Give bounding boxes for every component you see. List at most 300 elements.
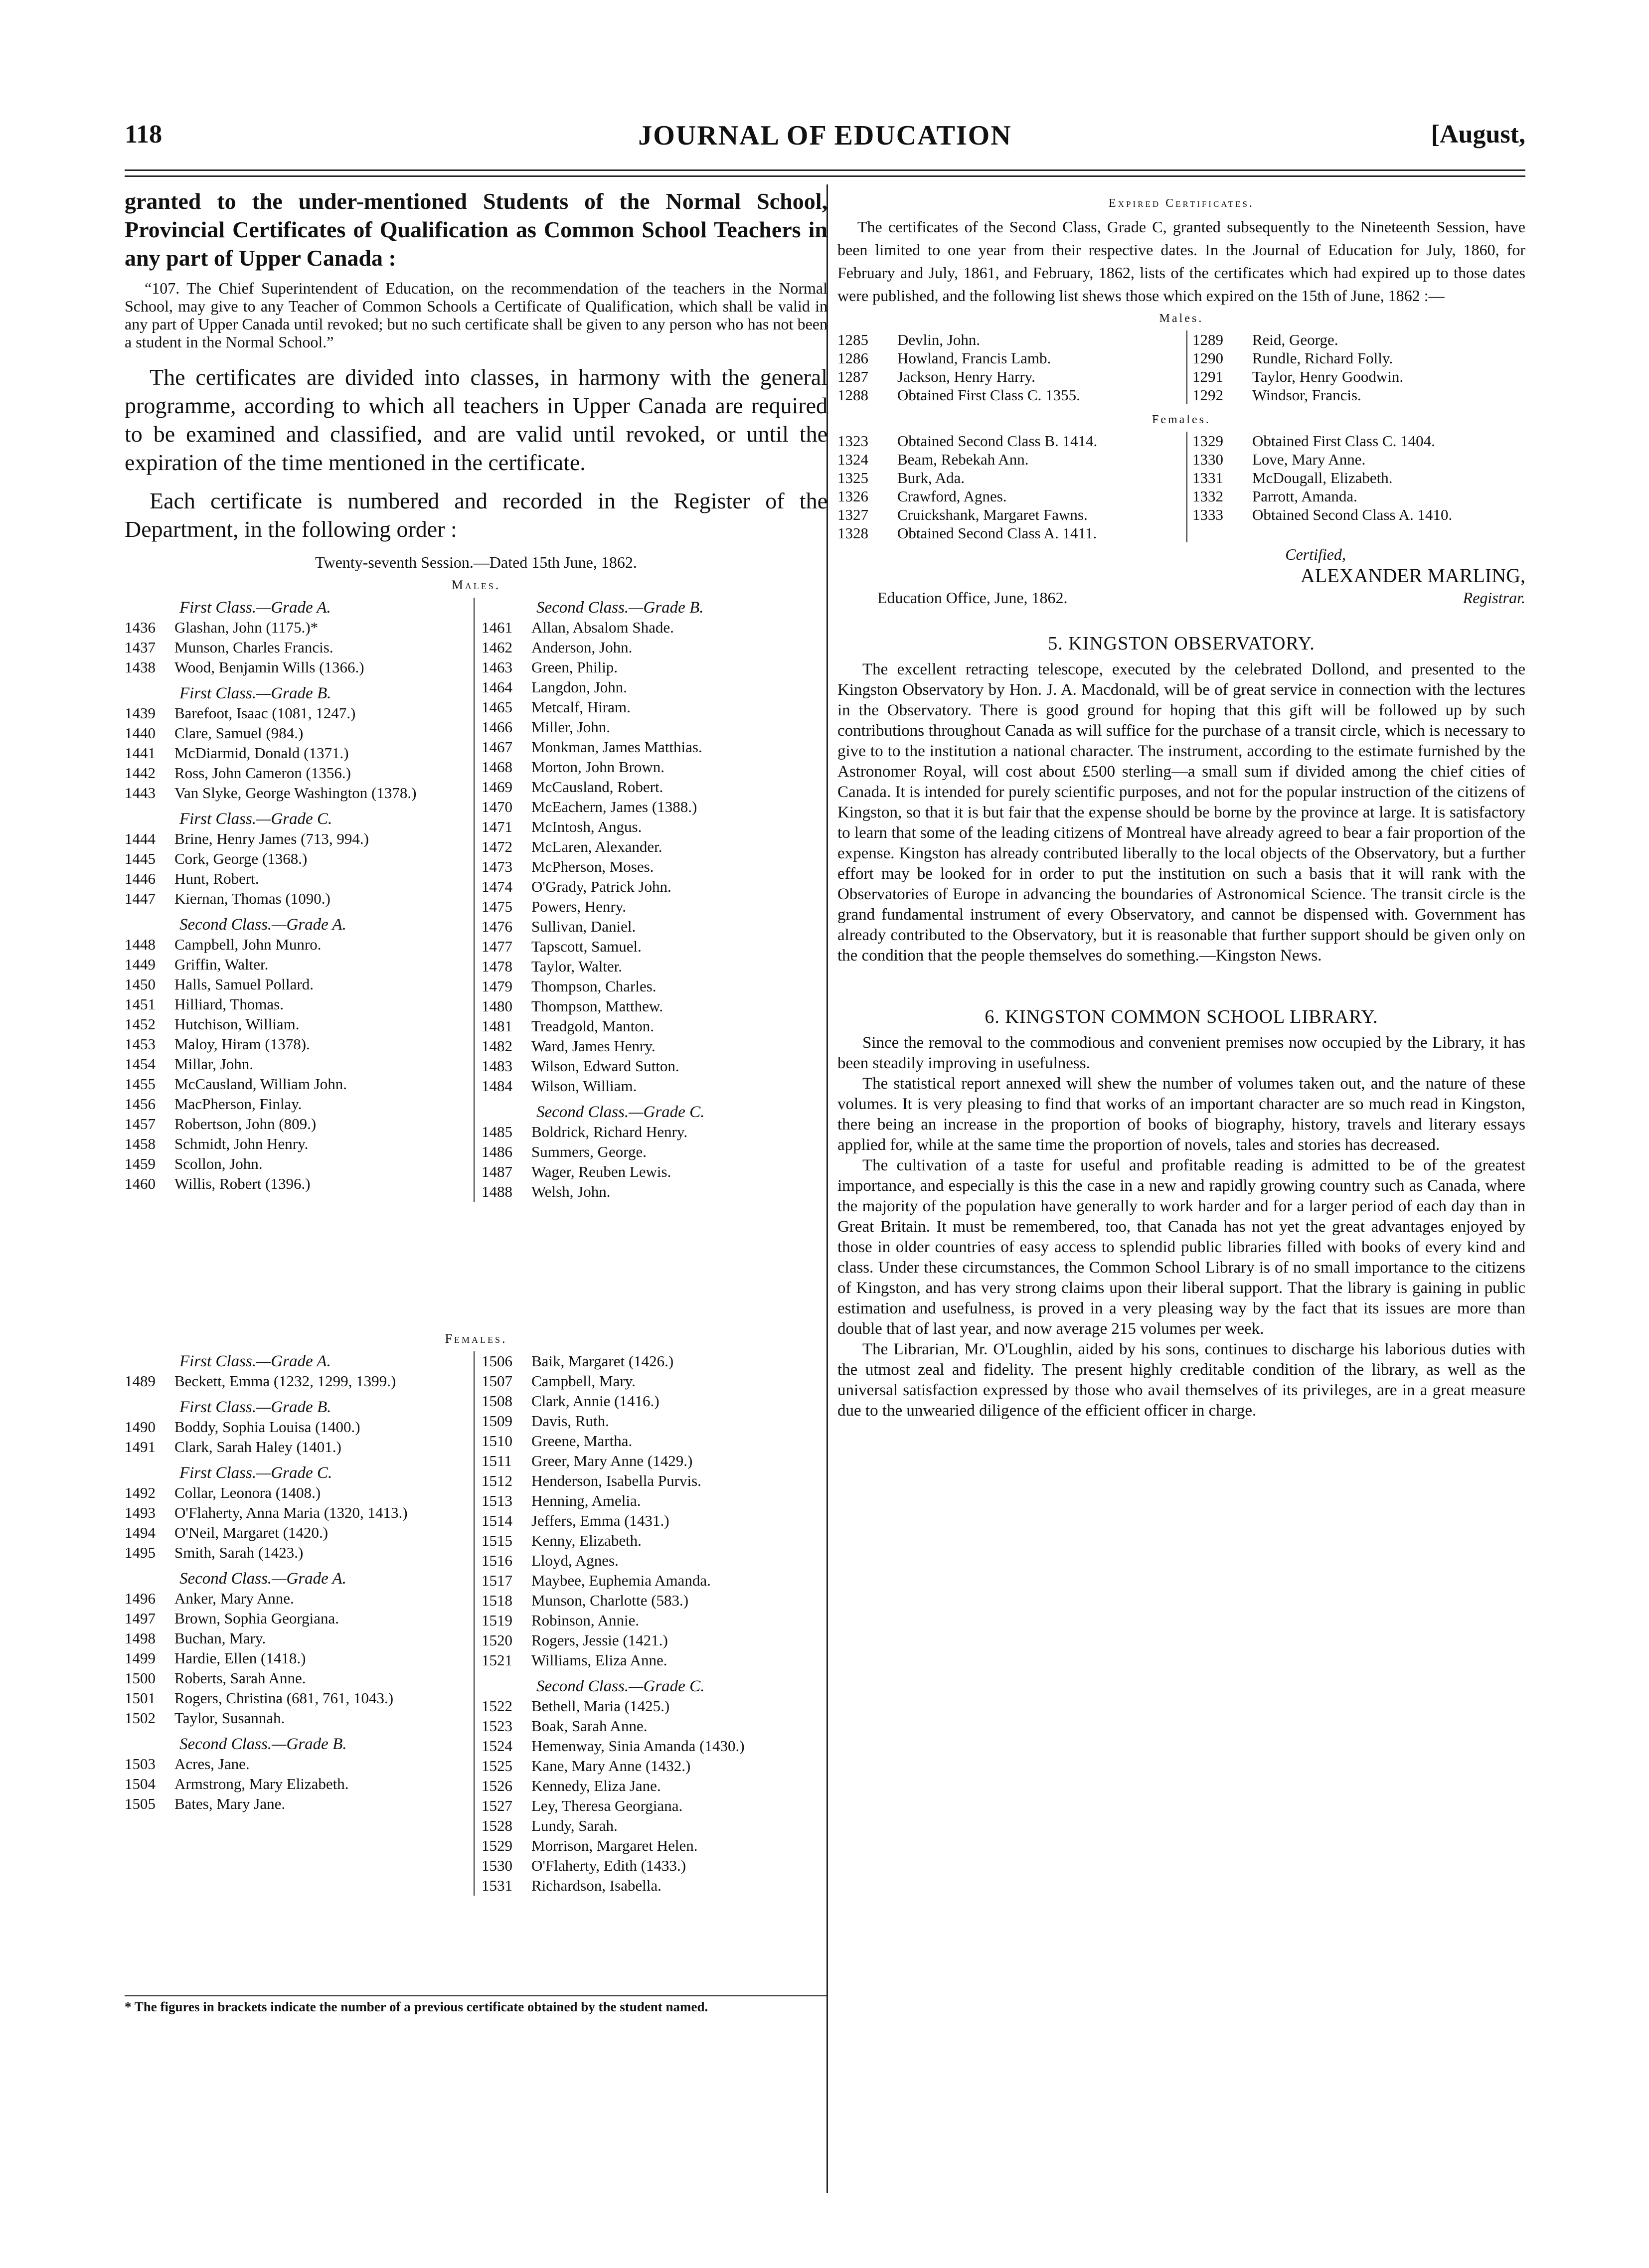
student-name: Van Slyke, George Washington (1378.) bbox=[174, 784, 417, 802]
student-name: Halls, Samuel Pollard. bbox=[174, 975, 314, 993]
student-name: Boldrick, Richard Henry. bbox=[531, 1123, 688, 1140]
certificate-number: 1496 bbox=[125, 1590, 156, 1607]
expired-row bbox=[837, 386, 1525, 404]
student-entry bbox=[482, 1351, 825, 1371]
student-name: Reid, George. bbox=[1252, 331, 1338, 348]
males-list-left bbox=[125, 598, 464, 1194]
certificate-number: 1517 bbox=[482, 1572, 512, 1589]
student-name: McDiarmid, Donald (1371.) bbox=[174, 744, 349, 762]
student-entry bbox=[125, 869, 464, 889]
certificate-number: 1481 bbox=[482, 1017, 512, 1035]
student-name: Smith, Sarah (1423.) bbox=[174, 1544, 304, 1561]
certificate-number: 1505 bbox=[125, 1795, 156, 1812]
student-name: Robertson, John (809.) bbox=[174, 1115, 317, 1133]
student-entry bbox=[482, 717, 825, 737]
certificate-number: 1528 bbox=[482, 1817, 512, 1834]
student-entry bbox=[482, 1491, 825, 1511]
class-grade-heading: Second Class.—Grade A. bbox=[179, 1570, 346, 1588]
certificate-number: 1467 bbox=[482, 738, 512, 756]
certificate-number: 1477 bbox=[482, 938, 512, 955]
student-entry bbox=[125, 1668, 464, 1688]
student-entry bbox=[482, 957, 825, 976]
student-name: Brown, Sophia Georgiana. bbox=[174, 1610, 339, 1627]
student-entry bbox=[482, 937, 825, 957]
certificate-number: 1518 bbox=[482, 1592, 512, 1609]
class-grade-heading: First Class.—Grade B. bbox=[179, 684, 331, 702]
certificate-number: 1457 bbox=[125, 1115, 156, 1133]
expired-right-cell bbox=[1187, 330, 1525, 349]
student-name: McIntosh, Angus. bbox=[531, 818, 642, 835]
certificate-number: 1468 bbox=[482, 758, 512, 776]
student-entry bbox=[125, 1688, 464, 1708]
student-entry bbox=[125, 1754, 464, 1774]
certificate-number: 1499 bbox=[125, 1649, 156, 1667]
certificate-number: 1444 bbox=[125, 830, 156, 847]
expired-row bbox=[837, 505, 1525, 524]
student-name: Collar, Leonora (1408.) bbox=[174, 1484, 321, 1501]
certificate-number: 1482 bbox=[482, 1037, 512, 1055]
certificate-number: 1290 bbox=[1192, 349, 1223, 367]
student-entry bbox=[482, 697, 825, 717]
expired-left-cell bbox=[837, 349, 1187, 367]
student-name: Acres, Jane. bbox=[174, 1755, 250, 1773]
student-entry bbox=[125, 955, 464, 974]
student-entry bbox=[482, 1411, 825, 1431]
class-grade-heading: First Class.—Grade A. bbox=[179, 599, 331, 617]
student-entry bbox=[482, 1471, 825, 1491]
expired-row bbox=[837, 432, 1525, 450]
student-name: Boddy, Sophia Louisa (1400.) bbox=[174, 1418, 360, 1436]
journal-title: JOURNAL OF EDUCATION bbox=[638, 120, 1012, 151]
student-entry bbox=[482, 1371, 825, 1391]
student-entry bbox=[482, 996, 825, 1016]
certificate-number: 1507 bbox=[482, 1372, 512, 1390]
student-name: Langdon, John. bbox=[531, 678, 628, 696]
student-entry bbox=[125, 1609, 464, 1628]
student-name: Campbell, Mary. bbox=[531, 1372, 636, 1390]
certificate-classes-paragraph: The certificates are divided into classes, in harmony with the general programme, according to which all teachers in Upper Canada are required to be examined and classified, and are valid until revoked, or until the expiration of the time mentioned in the certificate. bbox=[125, 364, 827, 475]
student-entry bbox=[482, 677, 825, 697]
certificate-number: 1526 bbox=[482, 1777, 512, 1794]
certificate-number: 1287 bbox=[837, 368, 868, 385]
student-entry bbox=[482, 917, 825, 937]
student-entry bbox=[125, 1628, 464, 1648]
certificate-number: 1460 bbox=[125, 1175, 156, 1192]
student-name: Scollon, John. bbox=[174, 1155, 263, 1172]
certificate-number: 1285 bbox=[837, 331, 868, 348]
certificate-number: 1439 bbox=[125, 704, 156, 722]
student-name: Clark, Annie (1416.) bbox=[531, 1392, 660, 1410]
class-grade-heading: First Class.—Grade C. bbox=[179, 810, 332, 828]
certificate-number: 1454 bbox=[125, 1055, 156, 1073]
student-name: Jackson, Henry Harry. bbox=[897, 368, 1035, 385]
article-5-title: 5. KINGSTON OBSERVATORY. bbox=[1048, 633, 1315, 654]
student-entry bbox=[125, 1543, 464, 1563]
certificate-number: 1449 bbox=[125, 956, 156, 973]
certificate-number: 1520 bbox=[482, 1631, 512, 1649]
student-entry bbox=[482, 1531, 825, 1551]
student-name: Griffin, Walter. bbox=[174, 956, 269, 973]
student-entry bbox=[482, 1776, 825, 1796]
certificate-number: 1443 bbox=[125, 784, 156, 802]
student-entry bbox=[125, 1074, 464, 1094]
certificate-number: 1445 bbox=[125, 850, 156, 867]
student-entry bbox=[125, 1437, 464, 1457]
student-name: Lundy, Sarah. bbox=[531, 1817, 618, 1834]
expired-right-cell bbox=[1187, 349, 1525, 367]
student-name: Kane, Mary Anne (1432.) bbox=[531, 1757, 691, 1775]
expired-row bbox=[837, 487, 1525, 505]
expired-left-cell bbox=[837, 432, 1187, 450]
certificate-number: 1508 bbox=[482, 1392, 512, 1410]
student-name: McDougall, Elizabeth. bbox=[1252, 469, 1393, 486]
certificate-number: 1527 bbox=[482, 1797, 512, 1814]
females-heading: Females. bbox=[445, 1331, 507, 1346]
student-name: Devlin, John. bbox=[897, 331, 981, 348]
certificate-number: 1458 bbox=[125, 1135, 156, 1152]
certificate-number: 1330 bbox=[1192, 451, 1223, 468]
certificate-number: 1487 bbox=[482, 1163, 512, 1180]
student-name: Bates, Mary Jane. bbox=[174, 1795, 286, 1812]
student-name: Cork, George (1368.) bbox=[174, 850, 308, 867]
certificate-number: 1516 bbox=[482, 1552, 512, 1569]
certificate-number: 1456 bbox=[125, 1095, 156, 1113]
student-name: Morton, John Brown. bbox=[531, 758, 664, 776]
certificate-number: 1488 bbox=[482, 1183, 512, 1200]
certificate-number: 1451 bbox=[125, 995, 156, 1013]
student-entry bbox=[125, 723, 464, 743]
student-name: McPherson, Moses. bbox=[531, 858, 654, 875]
student-entry bbox=[482, 618, 825, 638]
expired-females-table bbox=[837, 432, 1525, 542]
student-name: Obtained Second Class B. 1414. bbox=[897, 432, 1098, 450]
expired-right-cell bbox=[1187, 386, 1525, 404]
student-name: Beckett, Emma (1232, 1299, 1399.) bbox=[174, 1372, 396, 1390]
student-name: Sullivan, Daniel. bbox=[531, 918, 636, 935]
expired-left-cell bbox=[837, 469, 1187, 487]
expired-certificates-heading: Expired Certificates. bbox=[1109, 197, 1254, 210]
certificate-number: 1473 bbox=[482, 858, 512, 875]
student-name: Parrott, Amanda. bbox=[1252, 487, 1357, 505]
student-entry bbox=[482, 1796, 825, 1816]
student-entry bbox=[482, 638, 825, 657]
student-name: McLaren, Alexander. bbox=[531, 838, 662, 855]
expired-females-heading: Females. bbox=[1152, 413, 1211, 426]
males-list-right bbox=[474, 598, 825, 1202]
certificate-number: 1513 bbox=[482, 1492, 512, 1509]
article-6-paragraph-2: The statistical report annexed will shew the number of volumes taken out, and the nature of these volumes. It is very pleasing to find that works of an important character are so much read in Kingston, there being an increase in the proportion of books of biography, history, travels and literary essays applied for, while at the same time the proportion of novels, tales and stories has decreased. bbox=[837, 1075, 1525, 1154]
class-grade-heading: First Class.—Grade C. bbox=[179, 1464, 332, 1482]
student-entry bbox=[125, 618, 464, 638]
regulation-quote: “107. The Chief Superintendent of Education, on the recommendation of the teachers in the Normal School, may give to any Teacher of Common Schools a Certificate of Qualification, which shall be valid in any part of Upper Canada until revoked; but no such certificate shall be given to any person who has not been a student in the Normal School.” bbox=[125, 279, 827, 351]
student-entry bbox=[125, 657, 464, 677]
student-entry bbox=[482, 1591, 825, 1611]
student-name: Kennedy, Eliza Jane. bbox=[531, 1777, 661, 1794]
student-name: Hutchison, William. bbox=[174, 1015, 300, 1033]
student-name: Hardie, Ellen (1418.) bbox=[174, 1649, 306, 1667]
student-name: Maybee, Euphemia Amanda. bbox=[531, 1572, 711, 1589]
article-5-body: The excellent retracting telescope, executed by the celebrated Dollond, and presented to the Kingston Observatory by Hon. J. A. Macdonald, will be of great service in connection with the lectures in the Observatory. There is good ground for hoping that this gift will be followed up by such contributions throughout Canada as will suffice for the purchase of a transit circle, which is necessary to give to to the institution a national character. The instrument, according to the estimate furnished by the Astronomer Royal, will cost about £500 sterling—a small sum if divided among the chief cities of Canada. It is intended for purely scientific purposes, and not for the popular instruction of the citizens of Kingston, so that it is but fair that the expense should be borne by the province at large. It is satisfactory to learn that some of the leading citizens of Montreal have already agreed to bear a fair proportion of the expense. Kingston has already contributed liberally to the local objects of the Observatory, but a further effort may be looked for in order to put the institution on such a basis that it will rank with the Observatories of Europe in advancing the boundaries of Astronomical Science. The transit circle is the grand fundamental instrument of every Observatory, and cannot be dispensed with. Government has already contributed to the Observatory, but it is reasonable that further support should be given only on the condition that the people themselves do something.—Kingston News. bbox=[837, 660, 1525, 965]
student-entry bbox=[125, 1371, 464, 1391]
student-entry bbox=[482, 1551, 825, 1571]
student-name: Welsh, John. bbox=[531, 1183, 611, 1200]
student-name: Richardson, Isabella. bbox=[531, 1877, 661, 1894]
student-name: Cruickshank, Margaret Fawns. bbox=[897, 506, 1088, 523]
signature-line bbox=[837, 588, 1525, 608]
student-entry bbox=[482, 1122, 825, 1142]
certificate-number: 1442 bbox=[125, 764, 156, 782]
class-grade-heading: First Class.—Grade A. bbox=[179, 1352, 331, 1370]
left-column bbox=[125, 187, 827, 2015]
certificate-number: 1485 bbox=[482, 1123, 512, 1140]
certificate-number: 1447 bbox=[125, 890, 156, 907]
certificate-number: 1531 bbox=[482, 1877, 512, 1894]
student-name: Beam, Rebekah Ann. bbox=[897, 451, 1029, 468]
certificate-number: 1331 bbox=[1192, 469, 1223, 486]
student-entry bbox=[482, 1611, 825, 1630]
certificate-number: 1521 bbox=[482, 1651, 512, 1669]
student-name: Taylor, Susannah. bbox=[174, 1709, 285, 1727]
student-entry bbox=[125, 1483, 464, 1503]
student-name: Windsor, Francis. bbox=[1252, 386, 1361, 404]
certificate-number: 1441 bbox=[125, 744, 156, 762]
expired-left-cell bbox=[837, 330, 1187, 349]
student-entry bbox=[482, 1451, 825, 1471]
article-6-paragraph-1: Since the removal to the commodious and convenient premises now occupied by the Library, it has been steadily improving in usefulness. bbox=[837, 1034, 1525, 1072]
student-name: Greer, Mary Anne (1429.) bbox=[531, 1452, 693, 1469]
student-entry bbox=[125, 703, 464, 723]
student-entry bbox=[125, 889, 464, 909]
student-name: Treadgold, Manton. bbox=[531, 1017, 654, 1035]
student-name: Obtained First Class C. 1404. bbox=[1252, 432, 1435, 450]
student-entry bbox=[482, 1016, 825, 1036]
certificate-number: 1325 bbox=[837, 469, 868, 486]
student-name: Henderson, Isabella Purvis. bbox=[531, 1472, 701, 1489]
student-name: Anderson, John. bbox=[531, 639, 633, 656]
student-name: Rogers, Jessie (1421.) bbox=[531, 1631, 668, 1649]
certificate-number: 1494 bbox=[125, 1524, 156, 1541]
certificate-number: 1324 bbox=[837, 451, 868, 468]
student-name: Ley, Theresa Georgiana. bbox=[531, 1797, 683, 1814]
student-entry bbox=[482, 1391, 825, 1411]
certified-label: Certified, bbox=[1285, 545, 1346, 563]
expired-right-cell bbox=[1187, 367, 1525, 386]
student-entry bbox=[125, 1014, 464, 1034]
header-rule-bottom bbox=[125, 175, 1525, 177]
student-name: Munson, Charles Francis. bbox=[174, 639, 333, 656]
class-grade-heading: Second Class.—Grade C. bbox=[536, 1103, 705, 1121]
certificate-number bbox=[1192, 524, 1252, 542]
females-list-left bbox=[125, 1351, 464, 1814]
student-name: Schmidt, John Henry. bbox=[174, 1135, 309, 1152]
student-name: Clark, Sarah Haley (1401.) bbox=[174, 1438, 341, 1456]
certificate-number: 1478 bbox=[482, 958, 512, 975]
student-entry bbox=[482, 877, 825, 897]
student-entry bbox=[125, 1114, 464, 1134]
certificate-number: 1332 bbox=[1192, 487, 1223, 505]
student-name: Thompson, Matthew. bbox=[531, 997, 663, 1015]
certificate-number: 1486 bbox=[482, 1143, 512, 1160]
certificate-number: 1464 bbox=[482, 678, 512, 696]
certificate-number: 1437 bbox=[125, 639, 156, 656]
expired-row bbox=[837, 330, 1525, 349]
expired-left-cell bbox=[837, 505, 1187, 524]
student-entry bbox=[482, 1511, 825, 1531]
student-name: Hilliard, Thomas. bbox=[174, 995, 284, 1013]
registrar-title: Registrar. bbox=[1463, 589, 1525, 607]
class-grade-heading: First Class.—Grade B. bbox=[179, 1398, 331, 1416]
certificate-number: 1286 bbox=[837, 349, 868, 367]
student-entry bbox=[125, 849, 464, 869]
student-name: Kiernan, Thomas (1090.) bbox=[174, 890, 330, 907]
student-name: Kenny, Elizabeth. bbox=[531, 1532, 642, 1549]
student-name: Boak, Sarah Anne. bbox=[531, 1717, 648, 1735]
student-name: Morrison, Margaret Helen. bbox=[531, 1837, 698, 1854]
expired-certificates-paragraph: The certificates of the Second Class, Grade C, granted subsequently to the Nineteenth Session, have been limited to one year from their respective dates. In the Journal of Education for July, 1860, for February and July, 1861, and February, 1862, lists of the certificates which had expired up to those dates were published, and the following list shews those which expired on the 15th of June, 1862 :— bbox=[837, 218, 1525, 305]
expired-row bbox=[837, 367, 1525, 386]
student-name: Munson, Charlotte (583.) bbox=[531, 1592, 689, 1609]
student-entry bbox=[125, 1648, 464, 1668]
student-entry bbox=[482, 1036, 825, 1056]
certificate-number: 1504 bbox=[125, 1775, 156, 1792]
student-name: Obtained First Class C. 1355. bbox=[897, 386, 1080, 404]
intro-text: granted to the under-mentioned Students of the Normal School, Provincial Certificates of Qualification as Common School Teachers in any part of Upper Canada : bbox=[125, 188, 827, 271]
student-name: Wilson, William. bbox=[531, 1077, 637, 1095]
certificate-number: 1440 bbox=[125, 724, 156, 742]
student-name: Roberts, Sarah Anne. bbox=[174, 1669, 306, 1687]
certificate-number: 1510 bbox=[482, 1432, 512, 1450]
certificate-number: 1525 bbox=[482, 1757, 512, 1775]
student-name: McCausland, William John. bbox=[174, 1075, 347, 1093]
males-heading: Males. bbox=[451, 578, 501, 592]
student-entry bbox=[482, 1056, 825, 1076]
student-entry bbox=[482, 1182, 825, 1202]
student-name: MacPherson, Finlay. bbox=[174, 1095, 302, 1113]
student-name: Barefoot, Isaac (1081, 1247.) bbox=[174, 704, 356, 722]
student-name: O'Grady, Patrick John. bbox=[531, 878, 671, 895]
student-entry bbox=[482, 857, 825, 877]
certificate-number: 1328 bbox=[837, 524, 868, 542]
certificate-number: 1509 bbox=[482, 1412, 512, 1430]
student-name: Howland, Francis Lamb. bbox=[897, 349, 1051, 367]
expired-right-cell bbox=[1187, 505, 1525, 524]
student-name: Williams, Eliza Anne. bbox=[531, 1651, 667, 1669]
certificate-number: 1469 bbox=[482, 778, 512, 796]
certificate-number: 1438 bbox=[125, 658, 156, 676]
certificate-number: 1450 bbox=[125, 975, 156, 993]
student-name: Hunt, Robert. bbox=[174, 870, 259, 887]
student-entry bbox=[482, 1076, 825, 1096]
student-name: Armstrong, Mary Elizabeth. bbox=[174, 1775, 349, 1792]
student-name: Green, Philip. bbox=[531, 658, 618, 676]
student-name: Crawford, Agnes. bbox=[897, 487, 1007, 505]
certificate-number: 1329 bbox=[1192, 432, 1223, 450]
certificate-number: 1471 bbox=[482, 818, 512, 835]
article-6-paragraph-4: The Librarian, Mr. O'Loughlin, aided by his sons, continues to discharge his laborious duties with the utmost zeal and fidelity. The present highly creditable condition of the library, as well as the universal satisfaction expressed by those who avail themselves of its privileges, are in a great measure due to the unwearied diligence of the efficient officer in charge. bbox=[837, 1340, 1525, 1420]
expired-right-cell bbox=[1187, 469, 1525, 487]
class-grade-heading: Second Class.—Grade B. bbox=[536, 599, 704, 617]
student-name: Powers, Henry. bbox=[531, 898, 626, 915]
student-entry bbox=[482, 1856, 825, 1876]
student-entry bbox=[482, 1142, 825, 1162]
certificate-number: 1503 bbox=[125, 1755, 156, 1773]
student-name: Henning, Amelia. bbox=[531, 1492, 641, 1509]
expired-left-cell bbox=[837, 450, 1187, 469]
certificate-number: 1484 bbox=[482, 1077, 512, 1095]
student-name: Allan, Absalom Shade. bbox=[531, 619, 674, 636]
certificate-number: 1514 bbox=[482, 1512, 512, 1529]
class-grade-heading: Second Class.—Grade B. bbox=[179, 1735, 347, 1753]
certificate-number: 1474 bbox=[482, 878, 512, 895]
females-list-right bbox=[474, 1351, 825, 1896]
student-entry bbox=[482, 1571, 825, 1591]
males-list bbox=[125, 598, 827, 1325]
student-name: Summers, George. bbox=[531, 1143, 647, 1160]
expired-right-cell bbox=[1187, 524, 1525, 542]
certificate-number: 1493 bbox=[125, 1504, 156, 1521]
student-entry bbox=[125, 1174, 464, 1194]
certificate-number: 1523 bbox=[482, 1717, 512, 1735]
certificate-number: 1483 bbox=[482, 1057, 512, 1075]
student-entry bbox=[125, 1708, 464, 1728]
student-name: Campbell, John Munro. bbox=[174, 936, 322, 953]
student-entry bbox=[482, 1696, 825, 1716]
register-paragraph: Each certificate is numbered and recorded in the Register of the Department, in the following order : bbox=[125, 488, 827, 542]
student-entry bbox=[482, 817, 825, 837]
student-name: Burk, Ada. bbox=[897, 469, 965, 486]
running-header bbox=[125, 120, 1525, 164]
certificate-number: 1459 bbox=[125, 1155, 156, 1172]
student-name: Greene, Martha. bbox=[531, 1432, 633, 1450]
certificate-number: 1506 bbox=[482, 1352, 512, 1370]
certificate-number: 1465 bbox=[482, 698, 512, 716]
certificate-number: 1502 bbox=[125, 1709, 156, 1727]
session-date: Twenty-seventh Session.—Dated 15th June, 1862. bbox=[315, 553, 637, 571]
expired-row bbox=[837, 469, 1525, 487]
student-entry bbox=[125, 1589, 464, 1609]
student-name: Buchan, Mary. bbox=[174, 1629, 266, 1647]
student-entry bbox=[125, 1774, 464, 1794]
student-entry bbox=[125, 1503, 464, 1523]
expired-left-cell bbox=[837, 487, 1187, 505]
certificate-number: 1489 bbox=[125, 1372, 156, 1390]
class-grade-heading: Second Class.—Grade A. bbox=[179, 916, 346, 934]
expired-row bbox=[837, 450, 1525, 469]
student-name: Davis, Ruth. bbox=[531, 1412, 609, 1430]
student-name: Glashan, John (1175.)* bbox=[174, 619, 319, 636]
student-entry bbox=[482, 657, 825, 677]
student-entry bbox=[125, 829, 464, 849]
header-rule-top bbox=[125, 169, 1525, 171]
certificate-number: 1455 bbox=[125, 1075, 156, 1093]
student-name: Obtained Second Class A. 1410. bbox=[1252, 506, 1453, 523]
expired-left-cell bbox=[837, 524, 1187, 542]
certificate-number: 1470 bbox=[482, 798, 512, 815]
expired-right-cell bbox=[1187, 450, 1525, 469]
student-entry bbox=[482, 1162, 825, 1182]
student-name: Millar, John. bbox=[174, 1055, 254, 1073]
student-name: Robinson, Annie. bbox=[531, 1612, 640, 1629]
student-entry bbox=[482, 976, 825, 996]
student-entry bbox=[482, 777, 825, 797]
student-entry bbox=[482, 797, 825, 817]
expired-right-cell bbox=[1187, 487, 1525, 505]
article-6-paragraph-3: The cultivation of a taste for useful and profitable reading is admitted to be of the greatest importance, and especially is this the case in a new and rapidly growing country such as Canada, where the majority of the population have generally to work harder and for a larger period of each day than in Great Britain. It must be remembered, too, that Canada has not yet the great advantages enjoyed by those in older countries of easy access to splendid public libraries filled with books of every kind and class. Under these circumstances, the Common School Library is of no small importance to the citizens of Kingston, and has very strong claims upon their liberal support. That the library is gaining in public estimation and usefulness, is proved in a very pleasing way by the fact that its issues are more than double that of last year, and now average 215 volumes per week. bbox=[837, 1156, 1525, 1338]
student-name: Miller, John. bbox=[531, 718, 611, 736]
student-name: O'Flaherty, Anna Maria (1320, 1413.) bbox=[174, 1504, 408, 1521]
certificate-number: 1327 bbox=[837, 506, 868, 523]
certificate-number: 1461 bbox=[482, 619, 512, 636]
